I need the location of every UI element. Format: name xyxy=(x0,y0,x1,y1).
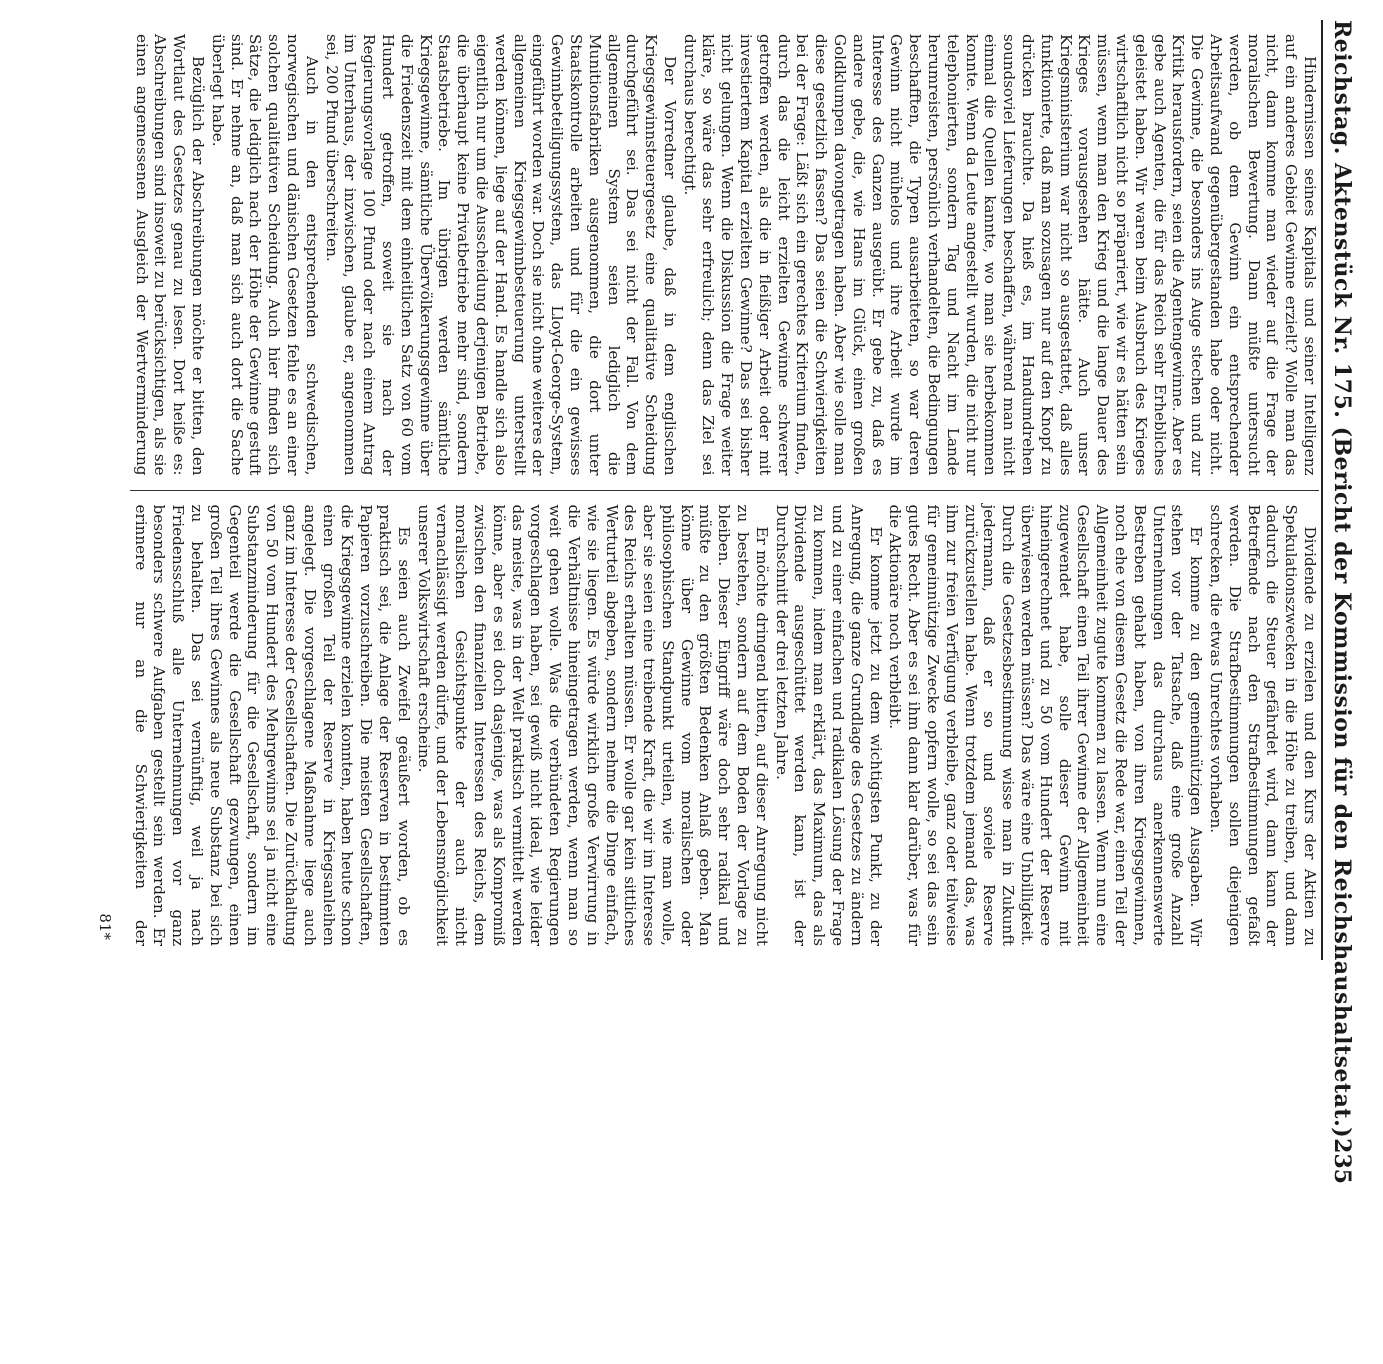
side-note xyxy=(2,600,22,992)
paragraph: Bezüglich der Abschreibungen möchte er bitten, den Wortlaut des Gesetzes genau zu lesen. Dort heiße es: Abschreibungen sind insoweit zu berücksichtigen, als sie einen angemessenen Ausgleich der Wertverminderung xyxy=(132,34,207,476)
paragraph: Er komme zu den gemeinnützigen Ausgaben. Wir stehen vor der Tatsache, daß eine große Anzahl Unternehmungen das durchaus anerkennenswerte Bestreben gehabt haben, von ihren Kriegsgewinnen, noch ehe von diesem Gesetz die Rede war, einen Teil der Allgemeinheit zugute kommen zu lassen. Wenn nun eine Gesellschaft einen Teil ihrer Gewinne der Allgemeinheit zugewendet habe, solle dieser Gewinn mit hineingerechnet und zu 50 vom Hundert der Reserve überwiesen werden müssen? Das wäre eine Unbilligkeit. Durch die Gesetzesbestimmung wisse man in Zukunft jedermann, daß er so und soviele Reserve zurückzustellen habe. Wenn trotzdem jemand das, was ihm zur freien Verfügung verbleibe, ganz oder teilweise für gemeinnützige Zwecke opfern wolle, so sei das sein gutes Recht. Aber es sei ihm dann klar darüber, was für die Aktionäre noch verbleibt. xyxy=(886,504,1206,946)
page-header xyxy=(1321,20,1373,1185)
paragraph: Er komme jetzt zu dem wichtigsten Punkt, zu der Anregung, die ganze Grundlage des Gesetzes zu ändern und zu einer einfachen und radikalen Lösung der Frage zu kommen, indem man erklärt, das Maximum, das als Dividende ausgeschüttet werden kann, ist der Durchschnitt der drei letzten Jahre. xyxy=(772,504,885,946)
paragraph: Auch in den entsprechenden schwedischen, norwegischen und dänischen Gesetzen fehle es an einer solchen qualitativen Scheidung. Auch hier finden sich Sätze, die lediglich nach der Höhe der Gewinne gestuft sind. Er nehme an, daß man sich auch dort die Sache überlegt habe. xyxy=(208,34,321,476)
text-columns xyxy=(130,20,1319,960)
paragraph: Der Vorredner glaube, daß in dem englischen Kriegsgewinnsteuergesetz eine qualitative Scheidung durchgeführt sei. Das sei nicht der Fall. Von dem allgemeinen System seien lediglich die Munitionsfabriken ausgenommen, die dort unter Staatskontrolle arbeiten und für die ein gewisses Gewinnbeteiligungssystem, das Lloyd-George-System, eingeführt worden war. Doch sie nicht ohne weiteres der allgemeinen Kriegsgewinnbesteuerung unterstellt werden können, liege auf der Hand. Es handle sich also eigentlich nur um die Ausscheidung derjenigen Betriebe, die überhaupt keine Privatbetriebe mehr sind, sondern Staatsbetriebe. Im übrigen werden sämtliche Kriegsgewinne, sämtliche Übervölkerungsgewinne über die Friedenszeit mit dem einheitlichen Satz von 60 vom Hundert getroffen, soweit sie nach der Regierungsvorlage 100 Pfund oder nach einem Antrag im Unterhaus, der inzwischen, glaube er, angenommen sei, 200 Pfund überschreiten. xyxy=(322,34,679,476)
page-title: Reichstag. Aktenstück Nr. 175. (Bericht der Kommission für den Reichshaushaltsetat.) xyxy=(1329,20,1355,1139)
column-right xyxy=(130,491,1319,961)
page-number: 235 xyxy=(1329,1138,1355,1185)
paragraph: Dividende zu erzielen und den Kurs der Aktien zu Spekulationszwecken in die Höhe zu treiben, und dann dadurch die Steuer gefährdet wird, dann kann der Betreffende nach den Strafbestimmungen gefaßt werden. Die Strafbestimmungen sollen diejenigen schrecken, die etwas Unrechtes vorhaben. xyxy=(1207,504,1319,946)
column-left xyxy=(130,20,1319,490)
signature-mark: 81* xyxy=(96,913,114,940)
paragraph: Er möchte dringend bitten, auf dieser Anregung nicht zu bestehen, sondern auf dem Boden der Vorlage zu bleiben. Dieser Eingriff wäre doch sehr radikal und müßte zu den größten Bedenken Anlaß geben. Man könne über Gewinne vom moralischen oder philosophischen Standpunkt urteilen, wie man wolle, aber sie seien eine treibende Kraft, die wir im Interesse des Reichs erhalten müssen. Er wolle gar kein sittliches Werturteil abgeben, sondern nehme die Dinge einfach, wie sie liegen. Es würde wirklich große Verwirrung in die Verhältnisse hineingetragen werden, wenn man so weit gehen wolle. Was die verbündeten Regierungen vorgeschlagen haben, sei gewiß nicht ideal, wie leider das meiste, was in der Welt praktisch vermittelt werden könne, aber es sei doch dasjenige, was als Kompromiß zwischen den finanziellen Interessen des Reichs, dem moralischen Gesichtspunkte der auch nicht vernachlässigt werden dürfe, und der Lebensmöglichkeit unserer Volkswirtschaft erscheine. xyxy=(414,504,771,946)
paragraph: Es seien auch Zweifel geäußert worden, ob es praktisch sei, die Anlage der Reserven in bestimmten Papieren vorzuschreiben. Die meisten Gesellschaften, die Kriegsgewinne erzielen konnten, haben heute schon einen großen Teil der Reserve in Kriegsanleihen angelegt. Die vorgeschlagene Maßnahme liege auch ganz im Interesse der Gesellschaften. Die Zurückhaltung von 50 vom Hundert des Mehrgewinns sei ja nicht eine Substanzminderung für die Gesellschaft, sondern im Gegenteil werde die Gesellschaft gezwungen, einen großen Teil ihres Gewinnes als neue Substanz bei sich zu behalten. Das sei vernünftig, weil ja nach Friedensschluß alle Unternehmungen vor ganz besonders schwere Aufgaben gestellt sein werden. Er erinnere nur an die Schwierigkeiten der xyxy=(131,504,413,946)
paragraph: Hindernissen seines Kapitals und seiner Intelligenz auf ein anderes Gebiet Gewinne erzielt? Wolle man das nicht, dann komme man wieder auf die Frage der moralischen Bewertung. Dann müßte untersucht werden, ob dem Gewinn ein entsprechender Arbeitsaufwand gegenübergestanden habe oder nicht. Die Gewinne, die besonders ins Auge stechen und zur Kritik herausfordern, seien die Agentengewinne. Aber es gebe auch Agenten, die für das Reich sehr Erhebliches geleistet haben. Wir waren beim Ausbruch des Krieges wirtschaftlich nicht so präpariert, wie wir es hätten sein müssen, wenn man den Krieg und die lange Dauer des Krieges vorausgesehen hätte. Auch unser Kriegsministerium war nicht so ausgestattet, daß alles funktionierte, daß man sozusagen nur auf den Knopf zu drücken brauchte. Da hieß es, im Handumdrehen soundsoviel Lieferungen beschaffen, während man nicht einmal die Quellen kannte, wo man sie herbekommen konnte. Wenn da Leute angestellt wurden, die nicht nur telephonierten, sondern Tag und Nacht im Lande herumreisten, persönlich verhandelten, die Bedingungen beschafften, die Typen ausarbeiteten, so war deren Gewinn nicht mühelos und ihre Arbeit wurde im Interesse des Ganzen ausgeübt. Er gebe zu, daß es andere gebe, die, wie Hans im Glück, einen großen Goldklumpen davongetragen haben. Aber wie solle man diese gesetzlich fassen? Das seien die Schwierigkeiten bei der Frage: Läßt sich ein gerechtes Kriterium finden, durch das die leicht erzielten Gewinne schwerer getroffen werden, als die in fleißiger Arbeit oder mit investiertem Kapital erzielten Gewinne? Das sei bisher nicht gelungen. Wenn die Diskussion die Frage weiter kläre, so wäre das sehr erfreulich; denn das Ziel sei durchaus berechtigt. xyxy=(680,34,1319,476)
